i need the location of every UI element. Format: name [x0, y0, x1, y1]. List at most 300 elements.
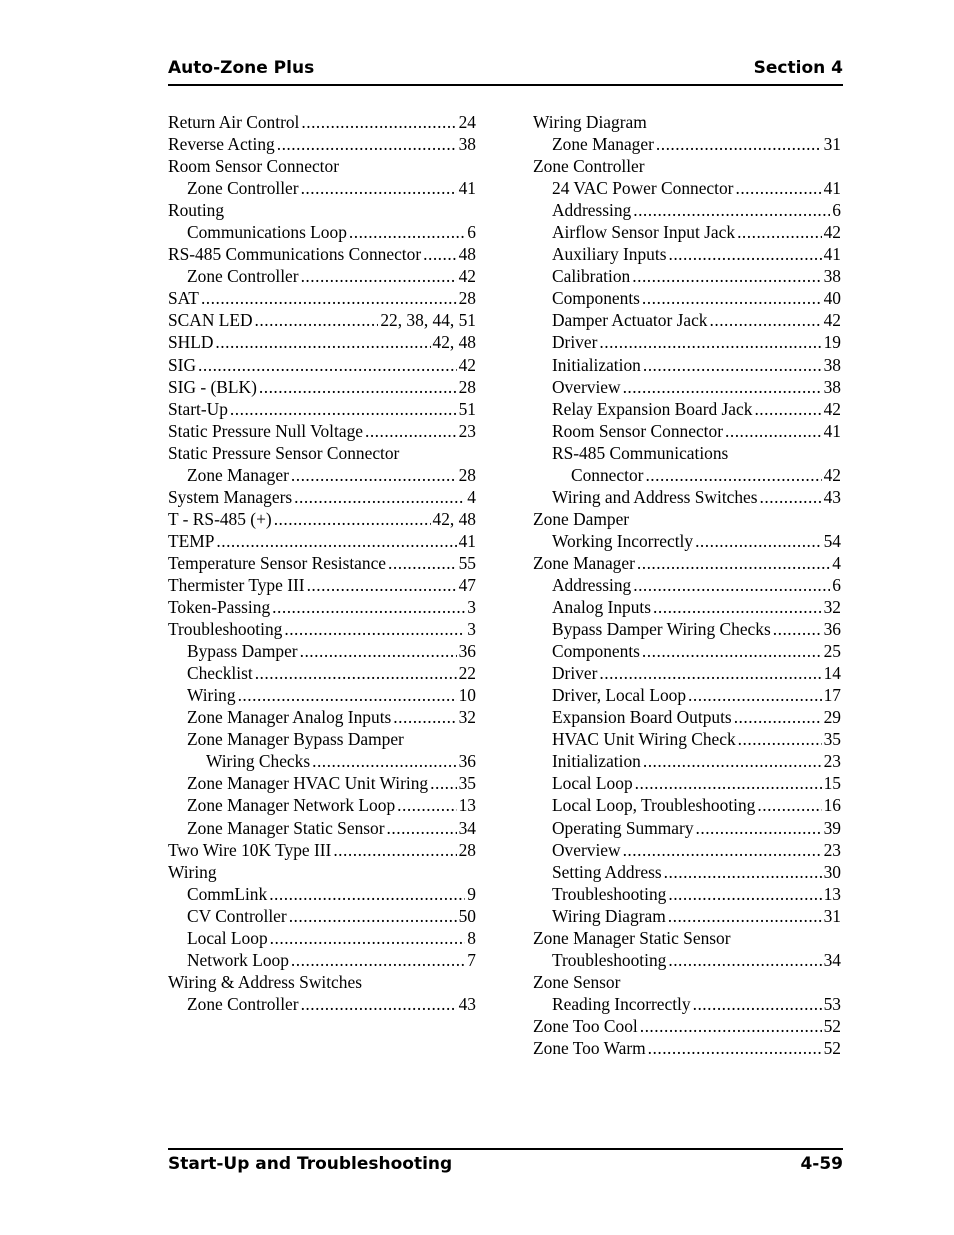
dot-leader [238, 684, 457, 706]
index-entry-page: 35 [823, 729, 841, 750]
dot-leader [307, 574, 457, 596]
index-entry-page: 39 [823, 817, 841, 838]
dot-leader [668, 949, 821, 971]
dot-leader [656, 133, 822, 155]
index-entry-term: Calibration [552, 266, 631, 287]
dot-leader [301, 111, 456, 133]
index-entry-term: TEMP [168, 530, 215, 551]
index-entry-page: 29 [823, 707, 841, 728]
index-entry-page: 43 [823, 486, 841, 507]
index-entry-page: 7 [467, 949, 476, 970]
index-entry-term: SIG - (BLK) [168, 376, 257, 397]
index-entry [533, 199, 841, 221]
dot-leader [301, 177, 457, 199]
dot-leader [637, 552, 830, 574]
dot-leader [599, 662, 821, 684]
index-entry [533, 861, 841, 883]
index-entry-term: CommLink [187, 883, 268, 904]
index-entry-term: Zone Controller [187, 178, 299, 199]
index-entry-page: 42 [823, 310, 841, 331]
dot-leader [648, 1037, 822, 1059]
index-entry-term: Zone Manager [187, 464, 289, 485]
index-entry-page: 42, 48 [432, 332, 476, 353]
index-entry [168, 596, 476, 618]
index-entry-page: 50 [458, 905, 476, 926]
header-rule [168, 84, 843, 86]
dot-leader [255, 309, 379, 331]
index-entry-page: 31 [823, 134, 841, 155]
dot-leader [312, 750, 457, 772]
index-entry-term: Wiring [168, 861, 217, 882]
index-entry-page: 23 [823, 839, 841, 860]
index-entry [168, 155, 476, 177]
index-entry-page: 54 [823, 530, 841, 551]
dot-leader [393, 706, 456, 728]
index-entry-term: Addressing [552, 200, 632, 221]
index-entry-term: Local Loop [187, 927, 268, 948]
dot-leader [349, 221, 465, 243]
index-entry [533, 706, 841, 728]
index-entry-page: 42 [458, 266, 476, 287]
index-entry [168, 817, 476, 839]
index-entry [533, 817, 841, 839]
index-entry-term: Return Air Control [168, 112, 300, 132]
dot-leader [695, 530, 822, 552]
index-entry-page: 42 [458, 354, 476, 375]
dot-leader [198, 354, 457, 376]
dot-leader [272, 596, 465, 618]
index-entry-page: 25 [823, 641, 841, 662]
index-entry [533, 971, 841, 993]
index-entry-term: Zone Manager Bypass Damper [187, 729, 404, 750]
index-entry-term: SIG [168, 354, 197, 375]
index-entry [168, 442, 476, 464]
dot-leader [423, 243, 456, 265]
dot-leader [642, 640, 822, 662]
dot-leader [688, 684, 822, 706]
dot-leader [643, 354, 822, 376]
dot-leader [645, 464, 821, 486]
index-entry [533, 486, 841, 508]
index-entry-term: Damper Actuator Jack [552, 310, 708, 331]
index-entry-page: 52 [823, 1015, 841, 1036]
index-entry [168, 221, 476, 243]
index-entry [533, 376, 841, 398]
index-entry-page: 32 [458, 707, 476, 728]
index-entry-term: Airflow Sensor Input Jack [552, 222, 736, 243]
index-entry-page: 30 [823, 861, 841, 882]
dot-leader [259, 376, 457, 398]
dot-leader [760, 486, 822, 508]
index-entry-term: Zone Sensor [533, 971, 621, 992]
index-entry [168, 772, 476, 794]
index-entry-term: Bypass Damper [187, 641, 298, 662]
index-entry [168, 309, 476, 331]
index-entry-page: 9 [467, 883, 476, 904]
index-entry [533, 618, 841, 640]
index-entry-page: 36 [823, 619, 841, 640]
index-entry [533, 243, 841, 265]
index-entry-term: Checklist [187, 663, 253, 684]
dot-leader [668, 243, 821, 265]
footer-rule [168, 1148, 843, 1150]
index-entry-term: Local Loop [552, 773, 633, 794]
page-number: 4-59 [800, 1154, 843, 1174]
dot-leader [274, 508, 431, 530]
dot-leader [668, 883, 821, 905]
index-entry [533, 1037, 841, 1059]
dot-leader [387, 817, 457, 839]
index-entry [533, 684, 841, 706]
index-entry [168, 243, 476, 265]
index-entry-term: Zone Controller [187, 993, 299, 1014]
index-entry [168, 927, 476, 949]
index-entry-term: Wiring & Address Switches [168, 971, 362, 992]
dot-leader [623, 839, 822, 861]
index-entry [168, 331, 476, 353]
dot-leader [333, 839, 456, 861]
index-entry-page: 16 [823, 795, 841, 816]
index-entry [168, 618, 476, 640]
index-entry-term: Two Wire 10K Type III [168, 839, 332, 860]
index-entry-page: 48 [458, 244, 476, 265]
index-entry [168, 949, 476, 971]
index-entry [533, 728, 841, 750]
index-entry [533, 464, 841, 486]
dot-leader [633, 199, 830, 221]
index-entry [533, 772, 841, 794]
index-entry-page: 42, 48 [432, 508, 476, 529]
index-entry-page: 23 [458, 420, 476, 441]
index-entry-term: Overview [552, 839, 621, 860]
index-entry-page: 28 [458, 464, 476, 485]
index-entry-term: Operating Summary [552, 817, 694, 838]
index-entry [533, 354, 841, 376]
index-entry [533, 287, 841, 309]
dot-leader [734, 706, 822, 728]
index-entry-term: Connector [571, 464, 644, 485]
dot-leader [230, 398, 457, 420]
index-entry [533, 265, 841, 287]
index-entry-page: 42 [823, 464, 841, 485]
index-entry-term: Zone Too Cool [533, 1015, 638, 1036]
dot-leader [284, 618, 465, 640]
index-entry-term: SCAN LED [168, 310, 253, 331]
index-entry-page: 32 [823, 597, 841, 618]
index-entry-term: Start-Up [168, 398, 228, 419]
index-entry-page: 19 [823, 332, 841, 353]
index-entry [533, 750, 841, 772]
dot-leader [633, 574, 830, 596]
index-entry-term: Addressing [552, 574, 632, 595]
dot-leader [632, 265, 821, 287]
index-entry [533, 420, 841, 442]
dot-leader [289, 905, 457, 927]
index-entry [168, 464, 476, 486]
index-entry [533, 111, 841, 133]
index-entry-page: 14 [823, 663, 841, 684]
dot-leader [215, 331, 430, 353]
index-column-right [533, 111, 841, 1059]
index-entry-term: Local Loop, Troubleshooting [552, 795, 756, 816]
index-entry-term: Zone Damper [533, 508, 630, 529]
index-entry-page: 23 [823, 751, 841, 772]
dot-leader [668, 905, 822, 927]
index-entry [168, 486, 476, 508]
index-entry [168, 287, 476, 309]
dot-leader [738, 728, 822, 750]
index-entry-term: Auxiliary Inputs [552, 244, 667, 265]
index-entry [168, 133, 476, 155]
index-entry-page: 4 [467, 486, 476, 507]
index-entry-page: 8 [467, 927, 476, 948]
dot-leader [623, 376, 822, 398]
index-entry-term: Initialization [552, 751, 641, 772]
dot-leader [653, 596, 822, 618]
dot-leader [255, 662, 457, 684]
dot-leader [773, 618, 822, 640]
dot-leader [642, 287, 822, 309]
index-entry-term: Zone Manager Static Sensor [533, 927, 731, 948]
index-entry [533, 177, 841, 199]
index-entry-term: Zone Manager Analog Inputs [187, 707, 392, 728]
dot-leader [294, 486, 465, 508]
index-entry-term: Reading Incorrectly [552, 993, 691, 1014]
index-entry [168, 905, 476, 927]
index-entry-page: 22 [458, 663, 476, 684]
dot-leader [300, 640, 457, 662]
index-entry-page: 42 [823, 398, 841, 419]
dot-leader [696, 817, 822, 839]
index-entry-page: 38 [823, 354, 841, 375]
index-entry [168, 398, 476, 420]
index-entry-page: 6 [467, 222, 476, 243]
index-entry [168, 728, 476, 750]
index-entry-term: Room Sensor Connector [168, 156, 339, 177]
index-entry-page: 13 [458, 795, 476, 816]
index-entry-page: 53 [823, 993, 841, 1014]
index-entry [533, 133, 841, 155]
index-entry-page: 36 [458, 751, 476, 772]
index-entry [168, 177, 476, 199]
dot-leader [216, 530, 456, 552]
index-entry-term: Components [552, 641, 640, 662]
index-entry-page: 43 [458, 993, 476, 1014]
index-entry-term: Analog Inputs [552, 597, 652, 618]
index-entry [533, 574, 841, 596]
index-entry-term: Token-Passing [168, 597, 271, 618]
dot-leader [757, 794, 821, 816]
dot-leader [301, 993, 457, 1015]
index-column-left [168, 111, 476, 1015]
index-entry-page: 6 [832, 574, 841, 595]
index-entry-term: Routing [168, 200, 225, 221]
index-entry-page: 17 [823, 685, 841, 706]
index-entry [533, 905, 841, 927]
index-entry-term: Thermister Type III [168, 574, 305, 595]
index-entry [533, 331, 841, 353]
index-entry-term: System Managers [168, 486, 293, 507]
index-entry-page: 13 [823, 883, 841, 904]
index-entry [533, 309, 841, 331]
index-entry-page: 51 [458, 398, 476, 419]
dot-leader [635, 772, 822, 794]
index-entry [168, 971, 476, 993]
index-entry-term: SAT [168, 288, 199, 309]
page-footer [168, 1154, 843, 1178]
index-entry-term: Setting Address [552, 861, 662, 882]
index-entry-page: 28 [458, 839, 476, 860]
dot-leader [643, 750, 822, 772]
index-entry-term: Troubleshooting [552, 949, 667, 970]
index-entry-page: 41 [823, 178, 841, 199]
dot-leader [201, 287, 457, 309]
index-entry-page: 28 [458, 376, 476, 397]
index-entry-page: 22, 38, 44, 51 [380, 310, 476, 331]
index-entry-page: 28 [458, 288, 476, 309]
index-entry-term: Reverse Acting [168, 134, 275, 155]
header-title: Auto-Zone Plus [168, 58, 315, 78]
index-entry [168, 750, 476, 772]
dot-leader [737, 221, 822, 243]
index-entry [533, 398, 841, 420]
index-entry-term: Components [552, 288, 640, 309]
index-entry [533, 927, 841, 949]
index-entry [533, 442, 841, 464]
index-entry-page: 52 [823, 1037, 841, 1058]
index-entry [168, 508, 476, 530]
index-entry [533, 662, 841, 684]
index-entry [168, 376, 476, 398]
dot-leader [388, 552, 457, 574]
index-entry [533, 221, 841, 243]
index-entry [168, 530, 476, 552]
dot-leader [599, 331, 821, 353]
index-entry [168, 574, 476, 596]
index-entry [533, 794, 841, 816]
index-entry [533, 508, 841, 530]
index-entry [168, 552, 476, 574]
index-entry-term: Communications Loop [187, 222, 347, 243]
dot-leader [397, 794, 456, 816]
index-entry-page: 55 [458, 552, 476, 573]
index-entry-term: RS-485 Communications Connector [168, 244, 422, 265]
index-entry-term: RS-485 Communications [552, 442, 729, 463]
index-entry-page: 41 [823, 244, 841, 265]
index-entry [168, 420, 476, 442]
index-entry-term: SHLD [168, 332, 214, 353]
dot-leader [640, 1015, 822, 1037]
index-entry-term: Wiring Checks [206, 751, 311, 772]
index-entry-term: Wiring [187, 685, 236, 706]
index-entry-page: 24 [458, 112, 476, 132]
index-entry-term: Zone Manager HVAC Unit Wiring [187, 773, 429, 794]
index-entry-term: Zone Controller [533, 156, 645, 177]
index-entry-page: 31 [823, 905, 841, 926]
index-entry [168, 684, 476, 706]
index-entry [533, 1015, 841, 1037]
index-entry-page: 3 [467, 619, 476, 640]
index-entry-page: 41 [458, 178, 476, 199]
index-entry [168, 839, 476, 861]
index-entry-term: Bypass Damper Wiring Checks [552, 619, 771, 640]
dot-leader [277, 133, 457, 155]
index-entry-term: Zone Controller [187, 266, 299, 287]
index-entry-term: Zone Manager Static Sensor [187, 817, 385, 838]
index-entry-page: 10 [458, 685, 476, 706]
index-entry-page: 6 [832, 200, 841, 221]
dot-leader [725, 420, 822, 442]
dot-leader [291, 949, 465, 971]
index-entry-page: 41 [458, 530, 476, 551]
index-entry [168, 662, 476, 684]
index-entry [533, 839, 841, 861]
index-entry-term: T - RS-485 (+) [168, 508, 272, 529]
index-entry-term: Room Sensor Connector [552, 420, 723, 441]
dot-leader [365, 420, 457, 442]
index-entry-term: HVAC Unit Wiring Check [552, 729, 736, 750]
index-entry-term: Driver [552, 663, 598, 684]
dot-leader [269, 883, 465, 905]
header-section: Section 4 [753, 58, 843, 78]
index-entry-page: 3 [467, 597, 476, 618]
index-entry [168, 861, 476, 883]
index-entry-term: Wiring Diagram [533, 112, 647, 132]
index-entry [533, 552, 841, 574]
index-entry-term: Temperature Sensor Resistance [168, 552, 387, 573]
index-entry [168, 993, 476, 1015]
index-entry-page: 38 [823, 266, 841, 287]
index-entry-term: Zone Too Warm [533, 1037, 646, 1058]
index-entry [168, 265, 476, 287]
index-entry-term: Troubleshooting [168, 619, 283, 640]
index-entry-term: Overview [552, 376, 621, 397]
index-entry [168, 199, 476, 221]
index-entry-term: Wiring and Address Switches [552, 486, 758, 507]
index-entry [533, 949, 841, 971]
index-entry-page: 38 [458, 134, 476, 155]
index-entry-term: Network Loop [187, 949, 289, 970]
dot-leader [270, 927, 466, 949]
dot-leader [735, 177, 821, 199]
index-entry-page: 34 [823, 949, 841, 970]
page-header [168, 58, 843, 82]
index-entry-term: Driver, Local Loop [552, 685, 687, 706]
dot-leader [710, 309, 822, 331]
index-entry [533, 883, 841, 905]
dot-leader [430, 772, 456, 794]
index-entry [168, 883, 476, 905]
index-entry-page: 35 [458, 773, 476, 794]
index-entry-page: 47 [458, 574, 476, 595]
index-entry-term: Initialization [552, 354, 641, 375]
index-entry [533, 640, 841, 662]
index-entry-term: Relay Expansion Board Jack [552, 398, 753, 419]
index-entry [533, 993, 841, 1015]
index-entry-term: Troubleshooting [552, 883, 667, 904]
dot-leader [754, 398, 821, 420]
index-entry-term: Static Pressure Null Voltage [168, 420, 363, 441]
index-entry-term: CV Controller [187, 905, 287, 926]
index-entry-term: Expansion Board Outputs [552, 707, 732, 728]
index-entry-term: Wiring Diagram [552, 905, 666, 926]
footer-title: Start-Up and Troubleshooting [168, 1154, 453, 1174]
index-entry [168, 640, 476, 662]
index-entry-page: 36 [458, 641, 476, 662]
index-entry [168, 111, 476, 133]
index-entry [533, 530, 841, 552]
index-entry-page: 41 [823, 420, 841, 441]
